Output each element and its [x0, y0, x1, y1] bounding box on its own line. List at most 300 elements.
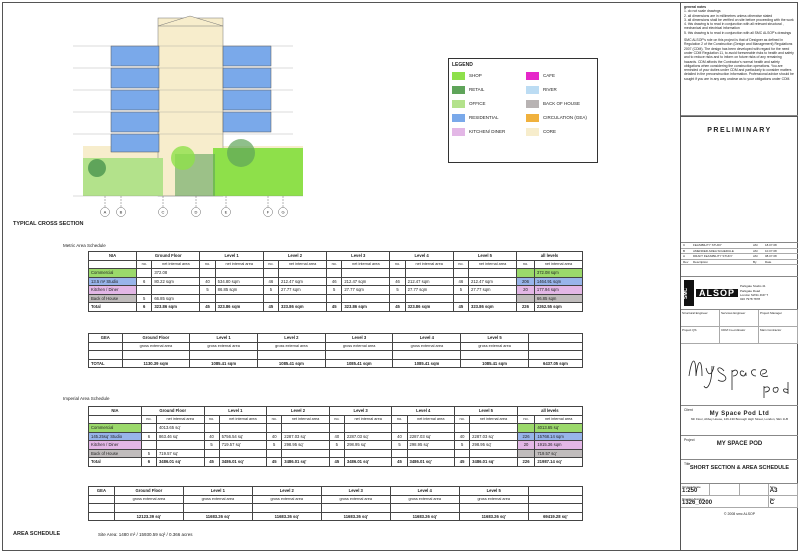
- column-header: NIA: [89, 252, 137, 261]
- column-subheader: no.: [517, 415, 535, 424]
- column-header: Ground Floor: [114, 487, 183, 496]
- table-cell: 226: [517, 458, 535, 467]
- column-subheader: no.: [204, 415, 219, 424]
- blank-cell: [740, 484, 769, 496]
- table-cell: 15768.14 sqm: [535, 432, 583, 441]
- revision-table: [681, 243, 798, 277]
- table-cell: 6: [137, 303, 152, 312]
- revision-rev: B: [683, 248, 686, 253]
- table-cell: [405, 294, 453, 303]
- column-header: Level 3: [321, 487, 390, 496]
- column-subheader: net internal area: [219, 415, 267, 424]
- column-subheader: gross external area: [390, 495, 459, 504]
- table-cell: 40: [455, 432, 470, 441]
- table-cell: 27.77 sqm: [405, 286, 453, 295]
- table-cell: 2287.03 sq': [344, 432, 392, 441]
- column-header: Level 4: [390, 487, 459, 496]
- legend-label: RIVER: [543, 86, 557, 92]
- column-subheader: net internal area: [470, 415, 518, 424]
- table-cell: 20: [517, 286, 535, 295]
- row-label: Back of House: [89, 294, 137, 303]
- imperial-gea-table: [88, 486, 583, 521]
- table-cell: 3486.01 sq': [219, 458, 267, 467]
- column-subheader: no.: [200, 260, 215, 269]
- table-cell: 3486.01 sq': [282, 458, 330, 467]
- table-cell: [517, 449, 535, 458]
- table-cell: [407, 449, 455, 458]
- table-cell: [344, 449, 392, 458]
- column-subheader: [528, 495, 582, 504]
- rev-value: C: [769, 500, 775, 507]
- table-cell: 5: [204, 441, 219, 450]
- table-cell: [327, 269, 342, 278]
- studio-address: Parkgate Studio 41 Parkgate Road London SW11 4NP T 020 7978 7878: [740, 284, 768, 302]
- table-cell: [267, 424, 282, 433]
- table-cell: [393, 351, 461, 360]
- note-item: 5. this drawing is to read in conjunction with all SMC ALSOP's drawings: [684, 30, 792, 35]
- signature-mark: [684, 346, 794, 401]
- consultant-role: Services Engineer: [720, 310, 759, 327]
- residential-block: [223, 112, 271, 132]
- table-cell: 69419.28 sq': [528, 512, 582, 521]
- residential-block: [111, 134, 159, 152]
- consultant-role: Project QS: [681, 327, 720, 344]
- column-header: [528, 334, 582, 343]
- table-cell: [263, 294, 278, 303]
- table-cell: 11683.26 sq': [459, 512, 528, 521]
- column-subheader: gross external area: [321, 495, 390, 504]
- legend-label: RESIDENTIAL: [469, 114, 499, 120]
- table-cell: 45: [263, 303, 278, 312]
- revision-rev: A: [683, 254, 686, 258]
- revision-by: AM: [753, 248, 758, 253]
- legend-swatch: [526, 114, 539, 122]
- column-subheader: no.: [327, 260, 342, 269]
- table-cell: 2287.03 sq': [470, 432, 518, 441]
- table-cell: [267, 449, 282, 458]
- area-schedule-label: AREA SCHEDULE: [13, 531, 61, 537]
- table-cell: 5: [263, 286, 278, 295]
- column-subheader: gross external area: [393, 342, 461, 351]
- legend-label: RETAIL: [469, 86, 485, 92]
- column-subheader: gross external area: [459, 495, 528, 504]
- client-signature: [681, 344, 798, 406]
- table-cell: 719.57 sq': [535, 449, 583, 458]
- residential-block: [111, 90, 159, 110]
- cross-section-drawing: [63, 8, 313, 223]
- table-cell: 1915.36 sqm: [535, 441, 583, 450]
- column-subheader: net internal area: [407, 415, 455, 424]
- drawing-sheet: [2, 2, 798, 551]
- legend-swatch: [452, 100, 465, 108]
- note-item: 1. do not scale drawings: [684, 9, 721, 14]
- rev-cell: Rev C: [769, 496, 798, 508]
- table-cell: [468, 294, 516, 303]
- table-row: [89, 449, 583, 458]
- column-header: Level 2: [252, 487, 321, 496]
- revision-desc: DRAFT FEASIBILITY STUDY: [693, 254, 733, 258]
- column-subheader: [528, 342, 582, 351]
- imperial-schedule-label: Imperial Area Schedule: [63, 396, 110, 401]
- table-cell: 1464.91 sqm: [534, 277, 582, 286]
- table-cell: 5: [200, 286, 215, 295]
- logo-area: [681, 277, 798, 310]
- column-subheader: gross external area: [122, 342, 190, 351]
- legend-item: [526, 99, 594, 109]
- table-cell: [156, 441, 204, 450]
- column-header: GEA: [89, 334, 123, 343]
- column-header: Level 4: [390, 252, 453, 261]
- table-cell: [219, 449, 267, 458]
- table-cell: 5: [455, 441, 470, 450]
- legend-swatch: [526, 100, 539, 108]
- drawing-number: 1326_0200: [682, 500, 713, 507]
- column-header: Ground Floor: [122, 334, 190, 343]
- row-label: Kitchen / Diner: [89, 286, 137, 295]
- column-subheader: net internal area: [468, 260, 516, 269]
- preliminary-stamp: PRELIMINARY: [681, 116, 798, 146]
- smc-logo: SMC: [684, 280, 694, 306]
- tree: [88, 159, 106, 177]
- table-header-row: [89, 487, 583, 496]
- table-cell: 6: [137, 277, 152, 286]
- table-cell: 45: [267, 458, 282, 467]
- table-cell: 6437.05 sqm: [528, 359, 582, 368]
- legend-swatch: [452, 114, 465, 122]
- column-header: NIA: [89, 407, 142, 416]
- legend-swatch: [526, 128, 539, 136]
- table-cell: 45: [453, 303, 468, 312]
- table-cell: [329, 424, 344, 433]
- legend-title: LEGEND: [452, 62, 473, 68]
- table-cell: [325, 351, 393, 360]
- site-area-label: Site Area: 1480 m² / 15930.59 sq² / 0.366 acres: [98, 532, 193, 537]
- table-cell: [279, 269, 327, 278]
- table-cell: 1085.41 sqm: [393, 359, 461, 368]
- table-cell: 3486.01 sq': [344, 458, 392, 467]
- table-cell: 298.95 sq': [407, 441, 455, 450]
- total-row: [89, 458, 583, 467]
- table-cell: 46: [263, 277, 278, 286]
- note-item: 4. this drawing is to read in conjunction with all relevant structural , mechanical and electrical information: [684, 22, 784, 31]
- grid-bubble-label: D: [194, 209, 198, 215]
- column-subheader: no.: [390, 260, 405, 269]
- legend-label: BACK OF HOUSE: [543, 100, 581, 106]
- legend-swatch: [526, 86, 539, 94]
- table-cell: 46: [390, 277, 405, 286]
- table-row: [89, 441, 583, 450]
- table-cell: 323.86 sqm: [405, 303, 453, 312]
- column-header: Level 1: [200, 252, 263, 261]
- column-subheader: net internal area: [156, 415, 204, 424]
- project-label: Project: [684, 438, 695, 442]
- cross-section-label: TYPICAL CROSS SECTION: [13, 221, 84, 227]
- column-header: Level 2: [267, 407, 330, 416]
- legend-item: [526, 113, 594, 123]
- revision-desc: FEASIBILITY STUDY: [693, 243, 722, 247]
- title-label: Title: [684, 462, 691, 466]
- table-cell: 1085.41 sqm: [190, 359, 258, 368]
- column-subheader: net internal area: [535, 415, 583, 424]
- scale-value: 1:250: [682, 488, 698, 495]
- table-cell: 46: [453, 277, 468, 286]
- general-notes: [681, 3, 798, 116]
- table-cell: [183, 504, 252, 513]
- column-subheader: gross external area: [258, 342, 326, 351]
- revision-rev: Rev: [683, 259, 689, 264]
- table-cell: 5: [329, 441, 344, 450]
- table-cell: [517, 294, 535, 303]
- consultant-role: CDM Co-ordinator: [720, 327, 759, 344]
- row-label: Total: [89, 458, 142, 467]
- legend-item: [526, 85, 594, 95]
- table-cell: [141, 424, 156, 433]
- tree: [227, 139, 255, 167]
- column-subheader: net internal area: [344, 415, 392, 424]
- table-cell: 5: [390, 286, 405, 295]
- total-row: [89, 303, 583, 312]
- column-subheader: net internal area: [534, 260, 582, 269]
- table-cell: [470, 449, 518, 458]
- column-subheader: no.: [455, 415, 470, 424]
- legend: [448, 58, 598, 163]
- table-cell: 12123.39 sq': [114, 512, 183, 521]
- table-cell: 323.86 sqm: [342, 303, 390, 312]
- table-cell: 212.47 sqm: [405, 277, 453, 286]
- table-cell: 1130.39 sqm: [122, 359, 190, 368]
- legend-item: [452, 71, 520, 81]
- revision-desc: AMENDED AREA SCHEDULE: [693, 248, 734, 253]
- column-subheader: [89, 342, 123, 351]
- table-cell: 372.08 sqm: [534, 269, 582, 278]
- table-cell: 1085.41 sqm: [461, 359, 529, 368]
- table-cell: 27.77 sqm: [279, 286, 327, 295]
- table-header-row: [89, 334, 583, 343]
- table-cell: 3486.01 sq': [407, 458, 455, 467]
- table-cell: [219, 424, 267, 433]
- row-label: 145.25sq' Studio: [89, 432, 142, 441]
- table-row: [89, 294, 583, 303]
- table-cell: [390, 269, 405, 278]
- consultant-role: Structural Engineer: [681, 310, 720, 327]
- table-cell: [89, 351, 123, 360]
- table-cell: [282, 449, 330, 458]
- table-cell: [258, 351, 326, 360]
- legend-swatch: [452, 128, 465, 136]
- table-cell: 46: [327, 277, 342, 286]
- revision-desc: Description: [693, 259, 709, 264]
- column-subheader: gross external area: [325, 342, 393, 351]
- table-cell: 4013.65 sq': [156, 424, 204, 433]
- legend-swatch: [452, 86, 465, 94]
- table-cell: [455, 449, 470, 458]
- column-header: Level 5: [461, 334, 529, 343]
- table-cell: [453, 269, 468, 278]
- table-cell: [279, 294, 327, 303]
- residential-block: [111, 46, 159, 66]
- note-item: 3. all dimensions shall be verified on site before proceeding with the work: [684, 17, 794, 22]
- table-cell: [468, 269, 516, 278]
- table-cell: [344, 424, 392, 433]
- row-label: TOTAL: [89, 359, 123, 368]
- revision-by: By: [753, 259, 757, 264]
- legend-label: CIRCULATION (GEA): [543, 114, 587, 120]
- total-row: [89, 512, 583, 521]
- table-cell: [528, 351, 582, 360]
- table-cell: 3486.01 sq': [470, 458, 518, 467]
- metric-gea-table: [88, 333, 583, 368]
- table-cell: 298.95 sq': [282, 441, 330, 450]
- table-cell: [215, 269, 263, 278]
- revision-date: 18.07.08: [765, 243, 777, 247]
- table-cell: 45: [327, 303, 342, 312]
- table-cell: [470, 424, 518, 433]
- table-cell: [461, 351, 529, 360]
- table-cell: [342, 269, 390, 278]
- scale-cell: Original Scale 1:250: [681, 484, 710, 496]
- project-name: MY SPACE POD: [716, 441, 763, 448]
- cdm-note: SMC ALSOP's role on this project is that of Designer as defined in Regulation 2 of the Construction (Design and Management) Regulations 2007 (CDM). The design has been developed with regard for the need under CDM Regulation 11, to avoid foreseeable risks to health and safety and to reduce risks and to inform on future risks of any remaining hazards. CDM affords the Contractor's normal health and safety obligations when considering the construction operations. You are reminded of your duties under CDM and particularly to consider matters detailed in the preconstruction information. Professional advice should be sought if you are in any way unclear as to your obligations under CDM.: [684, 38, 794, 81]
- column-header: Level 1: [204, 407, 267, 416]
- residential-block: [223, 68, 271, 88]
- table-cell: [455, 424, 470, 433]
- legend-label: CORE: [543, 128, 557, 134]
- title-block: [680, 3, 798, 550]
- table-cell: 45: [392, 458, 407, 467]
- table-cell: [204, 449, 219, 458]
- blank-area: [681, 146, 798, 243]
- table-cell: 11683.26 sq': [252, 512, 321, 521]
- column-header: Level 3: [329, 407, 392, 416]
- column-subheader: [89, 415, 142, 424]
- table-cell: [200, 269, 215, 278]
- column-header: Level 2: [263, 252, 326, 261]
- grid-bubble-label: A: [103, 209, 107, 215]
- table-cell: 21987.14 sq': [535, 458, 583, 467]
- table-header-row: [89, 252, 583, 261]
- blank-row: [89, 504, 583, 513]
- table-cell: 298.95 sq': [470, 441, 518, 450]
- table-cell: 80.22 sqm: [152, 277, 200, 286]
- table-cell: 5: [141, 449, 156, 458]
- blank-cell: [710, 484, 739, 496]
- table-cell: 863.46 sq': [156, 432, 204, 441]
- drawing-number-cell: Drawing Number 1326_0200: [681, 496, 769, 508]
- table-cell: 2262.55 sqm: [534, 303, 582, 312]
- legend-item: [526, 71, 594, 81]
- column-subheader: no.: [263, 260, 278, 269]
- table-subheader-row: [89, 495, 583, 504]
- table-cell: [390, 294, 405, 303]
- table-cell: 5: [453, 286, 468, 295]
- table-cell: 2287.03 sq': [407, 432, 455, 441]
- column-header: [528, 487, 582, 496]
- drawing-details: [681, 484, 798, 508]
- legend-label: CAFE: [543, 72, 556, 78]
- table-cell: [327, 294, 342, 303]
- revision-date: 08.07.08: [765, 254, 777, 258]
- revision-date: Date: [765, 259, 772, 264]
- column-subheader: no.: [392, 415, 407, 424]
- column-header: Level 4: [392, 407, 455, 416]
- legend-item: [452, 113, 520, 123]
- table-cell: 534.80 sqm: [215, 277, 263, 286]
- table-cell: 212.47 sqm: [468, 277, 516, 286]
- column-header: Level 5: [459, 487, 528, 496]
- table-cell: 27.77 sqm: [468, 286, 516, 295]
- table-cell: 40: [392, 432, 407, 441]
- column-subheader: net internal area: [279, 260, 327, 269]
- legend-label: SHOP: [469, 72, 482, 78]
- residential-block: [111, 112, 159, 132]
- table-row: [89, 286, 583, 295]
- table-cell: [114, 504, 183, 513]
- legend-item: [452, 85, 520, 95]
- column-header: Level 3: [325, 334, 393, 343]
- column-header: Ground Floor: [141, 407, 204, 416]
- grid-bubble-label: G: [281, 209, 285, 215]
- table-cell: [517, 424, 535, 433]
- table-cell: 45: [329, 458, 344, 467]
- column-subheader: no.: [517, 260, 535, 269]
- column-subheader: no.: [141, 415, 156, 424]
- client-info: [681, 406, 798, 436]
- client-name: My Space Pod Ltd: [709, 411, 770, 418]
- table-subheader-row: [89, 415, 583, 424]
- row-label: 13.5 m² Studio: [89, 277, 137, 286]
- legend-swatch: [452, 72, 465, 80]
- table-cell: [263, 269, 278, 278]
- table-cell: 3486.01 sq': [156, 458, 204, 467]
- column-header: Level 1: [190, 334, 258, 343]
- table-cell: 323.86 sqm: [279, 303, 327, 312]
- column-subheader: net internal area: [282, 415, 330, 424]
- table-cell: [329, 449, 344, 458]
- table-cell: 45: [390, 303, 405, 312]
- table-cell: [122, 351, 190, 360]
- notes-list: [684, 9, 795, 35]
- row-label: Commercial: [89, 424, 142, 433]
- table-cell: 5: [137, 294, 152, 303]
- column-subheader: gross external area: [114, 495, 183, 504]
- table-cell: [89, 504, 115, 513]
- legend-grid: [452, 71, 594, 137]
- table-cell: 5756.54 sq': [219, 432, 267, 441]
- table-cell: 40: [200, 277, 215, 286]
- grid-bubble-label: F: [266, 209, 270, 215]
- column-header: GEA: [89, 487, 115, 496]
- grid-bubble-label: C: [161, 209, 165, 215]
- column-header: Level 4: [393, 334, 461, 343]
- row-label: Commercial: [89, 269, 137, 278]
- table-cell: [528, 504, 582, 513]
- residential-block: [111, 68, 159, 88]
- table-cell: 323.86 sqm: [468, 303, 516, 312]
- column-subheader: no.: [453, 260, 468, 269]
- revision-by: AM: [753, 254, 758, 258]
- table-cell: 323.86 sqm: [152, 303, 200, 312]
- table-cell: [282, 424, 330, 433]
- copyright: © 2008 smc ALSOP: [723, 512, 756, 516]
- imperial-nia-table: [88, 406, 583, 467]
- table-cell: [190, 351, 258, 360]
- row-label: [89, 512, 115, 521]
- table-cell: 45: [204, 458, 219, 467]
- residential-block: [223, 46, 271, 66]
- column-subheader: net internal area: [152, 260, 200, 269]
- legend-label: KITCHEN/ DINER: [469, 128, 506, 134]
- column-subheader: gross external area: [252, 495, 321, 504]
